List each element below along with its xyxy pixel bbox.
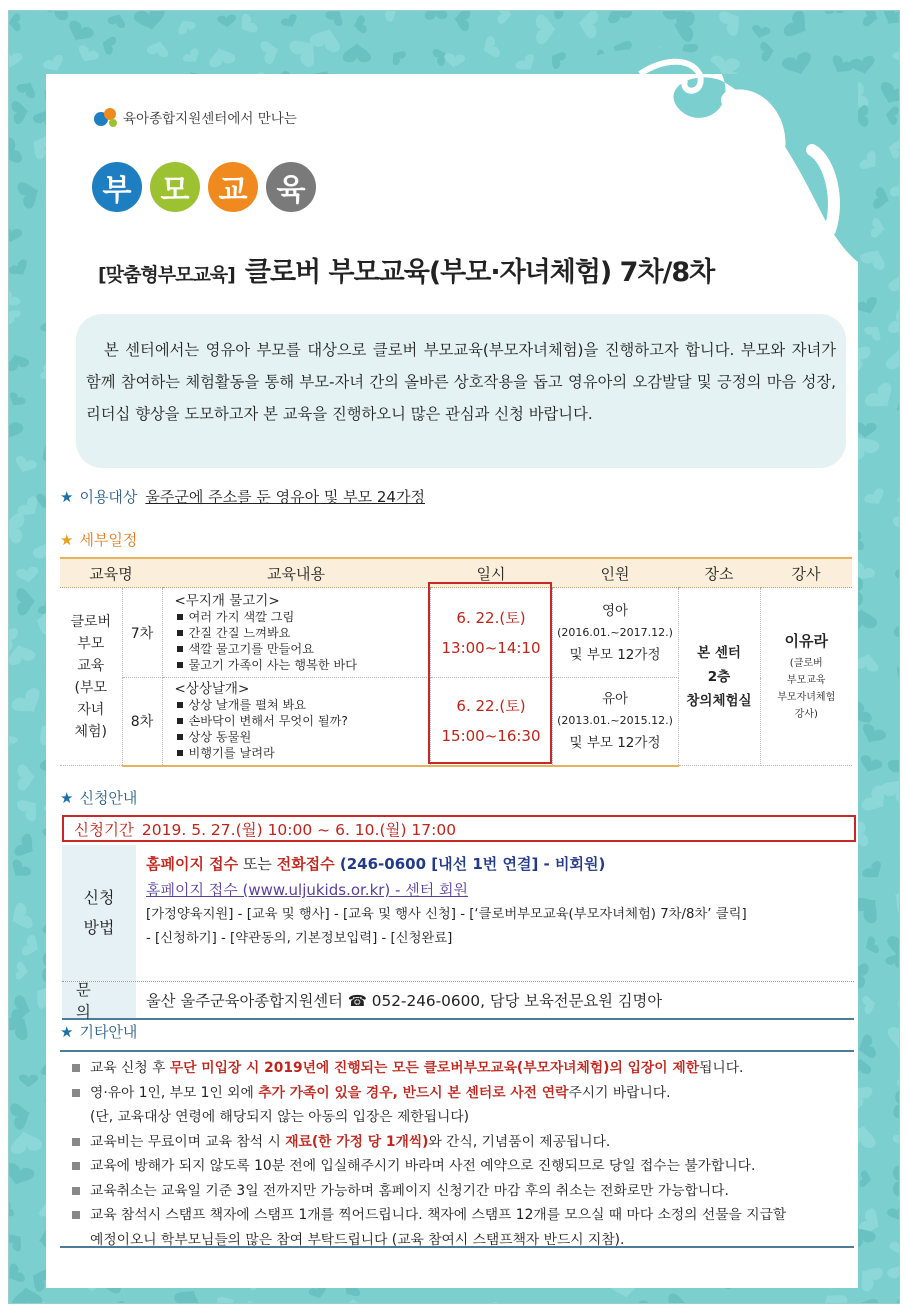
list-item: 손바닥이 변해서 무엇이 될까? xyxy=(189,713,429,729)
method-label-line: 방법 xyxy=(83,918,115,937)
star-icon: ★ xyxy=(60,531,74,549)
heart-decoration xyxy=(9,641,37,667)
list-item: 교육에 방해가 되지 않도록 10분 전에 입실해주시기 바라며 사전 예약으로 진행되므로 당일 접수는 불가합니다. xyxy=(90,1154,854,1179)
date-highlight-box xyxy=(428,582,552,764)
people-count: 및 부모 12가정 xyxy=(569,735,661,752)
content-7 xyxy=(162,588,430,678)
course-name-line: 클로버 xyxy=(70,613,112,630)
header-content: 교육내용 xyxy=(162,558,430,588)
people-8 xyxy=(552,678,678,766)
period-label: 신청기간 xyxy=(74,820,134,839)
heart-decoration xyxy=(897,1070,900,1087)
teacher-sub: (클로버 xyxy=(789,658,823,669)
heart-decoration xyxy=(893,1166,900,1196)
heart-decoration xyxy=(898,856,900,889)
or-text: 또는 xyxy=(238,855,277,873)
place-line: 본 센터 xyxy=(697,644,741,661)
place-cell xyxy=(678,588,760,766)
phone-label: 전화접수 xyxy=(276,855,335,873)
heart-decoration xyxy=(15,961,30,980)
apply-method xyxy=(62,845,854,981)
heart-decoration xyxy=(9,350,30,372)
date-time: 13:00~14:10 xyxy=(441,638,541,657)
heart-decoration xyxy=(884,1026,900,1053)
star-icon: ★ xyxy=(60,789,74,807)
heart-decoration xyxy=(215,1291,241,1304)
list-item: 비행기를 날려라 xyxy=(189,745,429,761)
people-range: (2013.01.~2015.12.) xyxy=(557,714,673,728)
list-item: 여러 가지 색깔 그림 xyxy=(189,609,429,625)
header-course: 교육명 xyxy=(60,558,162,588)
heart-decoration xyxy=(17,764,35,790)
heart-decoration xyxy=(897,998,900,1018)
contact-value: 울산 울주군육아종합지원센터 ☎ 052-246-0600, 담당 보육전문요원 김명아 xyxy=(146,992,663,1010)
heart-decoration xyxy=(862,935,881,956)
heart-decoration xyxy=(863,321,886,343)
heart-decoration xyxy=(9,1100,34,1131)
title-circles xyxy=(92,162,316,212)
heart-decoration xyxy=(16,587,36,615)
course-name-line: 부모 xyxy=(77,635,105,652)
etc-heading xyxy=(60,1021,137,1042)
list-item: 물고기 가족이 사는 행복한 바다 xyxy=(189,657,429,673)
method-path-2: - [신청하기] - [약관동의, 기본정보입력] - [신청완료] xyxy=(146,931,453,946)
heart-decoration xyxy=(667,1291,690,1304)
course-name-line: 체험) xyxy=(74,723,107,740)
etc-text: 와 간식, 기념품이 제공됩니다. xyxy=(428,1133,611,1150)
teacher-name: 이유라 xyxy=(784,632,828,650)
heart-decoration xyxy=(893,1090,900,1120)
heart-decoration xyxy=(9,1162,36,1190)
list-item: 상상 날개를 펼쳐 봐요 xyxy=(189,697,429,713)
content-8 xyxy=(162,678,430,766)
intro-text: 본 센터에서는 영유아 부모를 대상으로 클로버 부모교육(부모자녀체험)을 진행하고자 합니다. 부모와 자녀가 함께 참여하는 체험활동을 통해 부모-자녀 간의 올바른 상호작용을 돕고 영유아의 오감발달 및 긍정의 마음 성장, 리더십 향상을 도모하고자 본 교육을 진행하오니 많은 관심과 신청 바랍니다. xyxy=(86,341,836,423)
circle-bu: 부 xyxy=(92,162,142,212)
method-path-1: [가정양육지원] - [교육 및 행사] - [교육 및 행사 신청] - [‘클로버부모교육(부모자녀체험) 7차/8차’ 클릭] xyxy=(146,907,747,922)
list-item: 상상 동물원 xyxy=(189,729,429,745)
heart-decoration xyxy=(884,348,900,370)
teacher-sub: 강사) xyxy=(794,709,818,720)
list-item: 간질 간질 느껴봐요 xyxy=(189,625,429,641)
date-time: 15:00~16:30 xyxy=(441,727,541,746)
heart-decoration xyxy=(863,487,889,510)
etc-text: 영·유아 1인, 부모 1인 외에 xyxy=(90,1084,259,1101)
etc-highlight: 재료(한 가정 당 1개씩) xyxy=(285,1133,429,1150)
teacher-sub: 부모자녀체험 xyxy=(777,692,836,703)
heart-decoration xyxy=(20,934,43,960)
method-label-line: 신청 xyxy=(83,888,115,907)
heart-decoration xyxy=(15,793,44,823)
course-name-line: 교육 xyxy=(77,657,105,674)
heart-decoration xyxy=(339,1298,366,1304)
activity-list xyxy=(175,609,429,673)
topic-7: <무지개 물고기> xyxy=(174,592,280,609)
heart-decoration xyxy=(885,751,900,786)
logo-text: 육아종합지원센터에서 만나는 xyxy=(123,111,297,127)
list-item xyxy=(90,1130,854,1155)
heart-decoration xyxy=(892,615,900,648)
heart-decoration xyxy=(890,825,900,858)
list-item: 교육 참석시 스탬프 책자에 스탬프 1개를 찍어드립니다. 책자에 스탬프 12개를 모으실 때 마다 소정의 선물을 지급할 xyxy=(90,1203,854,1228)
heart-decoration xyxy=(12,832,39,862)
heart-decoration xyxy=(9,391,27,410)
teacher-cell xyxy=(760,588,852,766)
etc-text: 교육 신청 후 xyxy=(90,1060,170,1076)
people-7 xyxy=(552,588,678,678)
etc-text: 됩니다. xyxy=(699,1060,744,1076)
heart-decoration xyxy=(862,380,900,416)
list-item: 색깔 물고기를 만들어요 xyxy=(189,641,429,657)
heart-decoration xyxy=(862,994,878,1015)
schedule-heading xyxy=(60,529,137,550)
target-section xyxy=(60,486,425,507)
heart-decoration xyxy=(852,1292,881,1304)
heart-decoration xyxy=(888,881,900,917)
heart-decoration xyxy=(9,511,25,544)
star-icon: ★ xyxy=(60,1023,74,1041)
heart-decoration xyxy=(889,1240,900,1256)
circle-yuk: 육 xyxy=(266,162,316,212)
heart-decoration xyxy=(9,731,19,749)
contact-row xyxy=(62,981,854,1020)
center-logo xyxy=(93,105,297,129)
list-item-continued: (단, 교육대상 연령에 해당되지 않는 아동의 입장은 제한됩니다) xyxy=(90,1109,470,1125)
heart-decoration xyxy=(238,1297,263,1304)
heart-decoration xyxy=(9,305,22,325)
contact-label: 문의 xyxy=(62,982,136,1018)
header-place: 장소 xyxy=(678,558,760,588)
heart-decoration xyxy=(889,1289,900,1304)
heart-decoration xyxy=(858,722,888,748)
heart-decoration xyxy=(891,511,900,539)
etc-text: 교육비는 무료이며 교육 참석 시 xyxy=(90,1133,286,1150)
people-count: 및 부모 12가정 xyxy=(569,646,661,663)
round-8: 8차 xyxy=(122,678,162,766)
heart-decoration xyxy=(9,858,33,883)
etc-heading-text: 기타안내 xyxy=(79,1023,138,1041)
place-line: 창의체험실 xyxy=(686,692,752,709)
heart-decoration xyxy=(891,391,900,423)
header-people: 인원 xyxy=(552,558,678,588)
header-date: 일시 xyxy=(430,558,552,588)
date-day: 6. 22.(토) xyxy=(456,608,526,627)
circle-gyo: 교 xyxy=(208,162,258,212)
period-value: 2019. 5. 27.(월) 10:00 ~ 6. 10.(월) 17:00 xyxy=(141,820,457,839)
heart-decoration xyxy=(9,686,47,722)
heart-decoration xyxy=(9,1262,27,1287)
heart-decoration xyxy=(886,1204,900,1223)
people-type: 유아 xyxy=(601,691,629,708)
heart-decoration xyxy=(727,1301,760,1304)
activity-list xyxy=(175,697,429,761)
method-line-1 xyxy=(146,851,852,877)
heart-decoration xyxy=(475,1297,502,1304)
center-logo-icon xyxy=(93,105,119,129)
heart-decoration xyxy=(19,1074,38,1087)
heart-decoration xyxy=(9,1200,15,1219)
course-name-cell xyxy=(60,588,122,766)
list-item-continued: 예정이오니 학부모님들의 많은 참여 부탁드립니다 (교육 참여시 스탬프책자 반드시 지참). xyxy=(90,1231,625,1248)
heart-decoration xyxy=(676,1303,700,1304)
title-main: 클로버 부모교육(부모·자녀체험) 7차/8차 xyxy=(244,257,715,288)
heart-decoration xyxy=(9,901,35,934)
heart-decoration xyxy=(891,1128,900,1152)
teacher-sub: 부모교육 xyxy=(786,675,826,686)
list-item xyxy=(90,1081,854,1106)
online-label: 홈페이지 접수 xyxy=(146,855,239,873)
heart-decoration xyxy=(77,1302,95,1304)
etc-list xyxy=(60,1056,854,1252)
course-name-line: (부모 xyxy=(74,679,107,696)
header-teacher: 강사 xyxy=(760,558,852,588)
heart-decoration xyxy=(816,1286,850,1304)
apply-heading xyxy=(60,787,137,808)
topic-8: <상상날개> xyxy=(174,681,250,698)
apply-heading-text: 신청안내 xyxy=(79,789,138,807)
heart-decoration xyxy=(9,1229,27,1253)
heart-decoration xyxy=(891,665,900,688)
list-item: 교육취소는 교육일 기준 3일 전까지만 가능하며 홈페이지 신청기간 마감 후의 취소는 전화로만 가능합니다. xyxy=(90,1179,854,1204)
heart-decoration xyxy=(894,698,900,721)
etc-text: 주시기 바랍니다. xyxy=(568,1084,671,1101)
heart-decoration xyxy=(12,455,38,477)
etc-highlight: 무단 미입장 시 2019년에 진행되는 모든 클로버부모교육(부모자녀체험)의 입장이 제한 xyxy=(169,1060,700,1076)
target-label: 이용대상 xyxy=(79,488,138,506)
heart-decoration xyxy=(859,1170,873,1188)
people-type: 영아 xyxy=(601,602,629,619)
heart-decoration xyxy=(893,560,900,588)
heart-decoration xyxy=(886,1260,900,1285)
heart-decoration xyxy=(622,1298,653,1304)
etc-box xyxy=(60,1050,854,1248)
target-value: 울주군에 주소를 둔 영유아 및 부모 24가정 xyxy=(145,488,425,506)
apply-period xyxy=(62,815,856,842)
people-range: (2016.01.~2017.12.) xyxy=(557,625,673,639)
etc-highlight: 추가 가족이 있을 경우, 반드시 본 센터로 사전 연락 xyxy=(258,1084,569,1101)
schedule-heading-text: 세부일정 xyxy=(79,531,138,549)
round-7: 7차 xyxy=(122,588,162,678)
heart-decoration xyxy=(376,1303,393,1304)
homepage-link[interactable]: 홈페이지 접수 (www.uljukids.or.kr) - 센터 회원 xyxy=(146,881,468,899)
method-label xyxy=(62,845,136,981)
circle-mo: 모 xyxy=(150,162,200,212)
star-icon: ★ xyxy=(60,488,74,506)
heart-decoration xyxy=(15,566,40,585)
intro-box xyxy=(76,314,846,468)
heart-decoration xyxy=(886,307,900,340)
title-tag: [맞춤형부모교육] xyxy=(98,264,235,286)
page-title xyxy=(98,250,714,289)
place-line: 2층 xyxy=(707,668,731,685)
heart-decoration xyxy=(9,1128,43,1155)
list-item xyxy=(90,1056,854,1081)
course-name-line: 자녀 xyxy=(77,701,105,718)
heart-decoration xyxy=(892,481,900,515)
heart-decoration xyxy=(105,1300,127,1304)
date-day: 6. 22.(토) xyxy=(456,697,526,716)
method-content xyxy=(146,851,852,951)
heart-decoration xyxy=(861,859,887,884)
heart-decoration xyxy=(9,417,25,444)
heart-decoration xyxy=(857,754,884,776)
phone-detail: (246-0600 [내선 1번 연결] - 비회원) xyxy=(334,855,606,873)
